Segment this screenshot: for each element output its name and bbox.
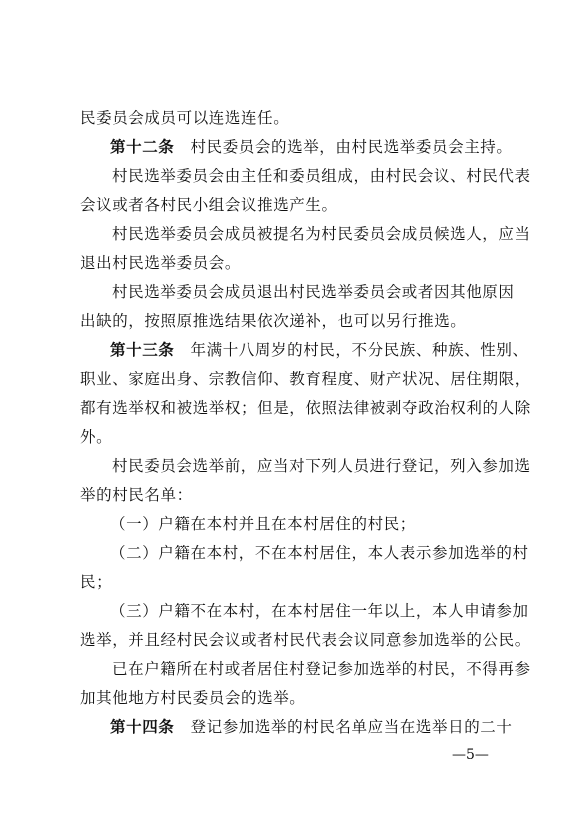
text-line: 外。 (80, 428, 113, 446)
article-12-line (110, 137, 513, 157)
article-text: 登记参加选举的村民名单应当在选举日的二十 (174, 718, 513, 736)
list-item: （三）户籍不在本村，在本村居住一年以上，本人申请参加 (110, 602, 529, 620)
page-number: —5— (452, 747, 489, 763)
text-line: 选举，并且经村民会议或者村民代表会议同意参加选举的公民。 (80, 631, 531, 649)
article-heading: 第十三条 (110, 341, 175, 359)
text-line: 民； (80, 573, 113, 591)
text-line: 村民选举委员会成员被提名为村民委员会成员候选人，应当 (112, 225, 531, 243)
text-line: 村民选举委员会由主任和委员组成，由村民会议、村民代表 (112, 167, 531, 185)
text-line: 出缺的，按照原推选结果依次递补，也可以另行推选。 (80, 312, 467, 330)
text-line: 职业、家庭出身、宗教信仰、教育程度、财产状况、居住期限， (80, 370, 531, 388)
text-line: 退出村民选举委员会。 (80, 254, 242, 272)
article-heading: 第十二条 (110, 138, 175, 156)
article-heading: 第十四条 (110, 718, 175, 736)
text-line: 已在户籍所在村或者居住村登记参加选举的村民，不得再参 (112, 660, 531, 678)
article-text: 村民委员会的选举，由村民选举委员会主持。 (174, 138, 513, 156)
text-line: 加其他地方村民委员会的选举。 (80, 689, 306, 707)
article-14-line (110, 717, 513, 737)
text-line: 村民委员会选举前，应当对下列人员进行登记，列入参加选 (112, 457, 531, 475)
text-line: 村民选举委员会成员退出村民选举委员会或者因其他原因 (112, 283, 515, 301)
text-line: 举的村民名单： (80, 486, 193, 504)
text-line: 都有选举权和被选举权；但是，依照法律被剥夺政治权利的人除 (80, 399, 531, 417)
text-line: 会议或者各村民小组会议推选产生。 (80, 196, 338, 214)
article-13-line (110, 340, 529, 360)
article-text: 年满十八周岁的村民，不分民族、种族、性别、 (174, 341, 529, 359)
list-item: （二）户籍在本村，不在本村居住，本人表示参加选举的村 (110, 544, 529, 562)
list-item: （一）户籍在本村并且在本村居住的村民； (110, 515, 416, 533)
text-line: 民委员会成员可以连选连任。 (80, 109, 290, 127)
